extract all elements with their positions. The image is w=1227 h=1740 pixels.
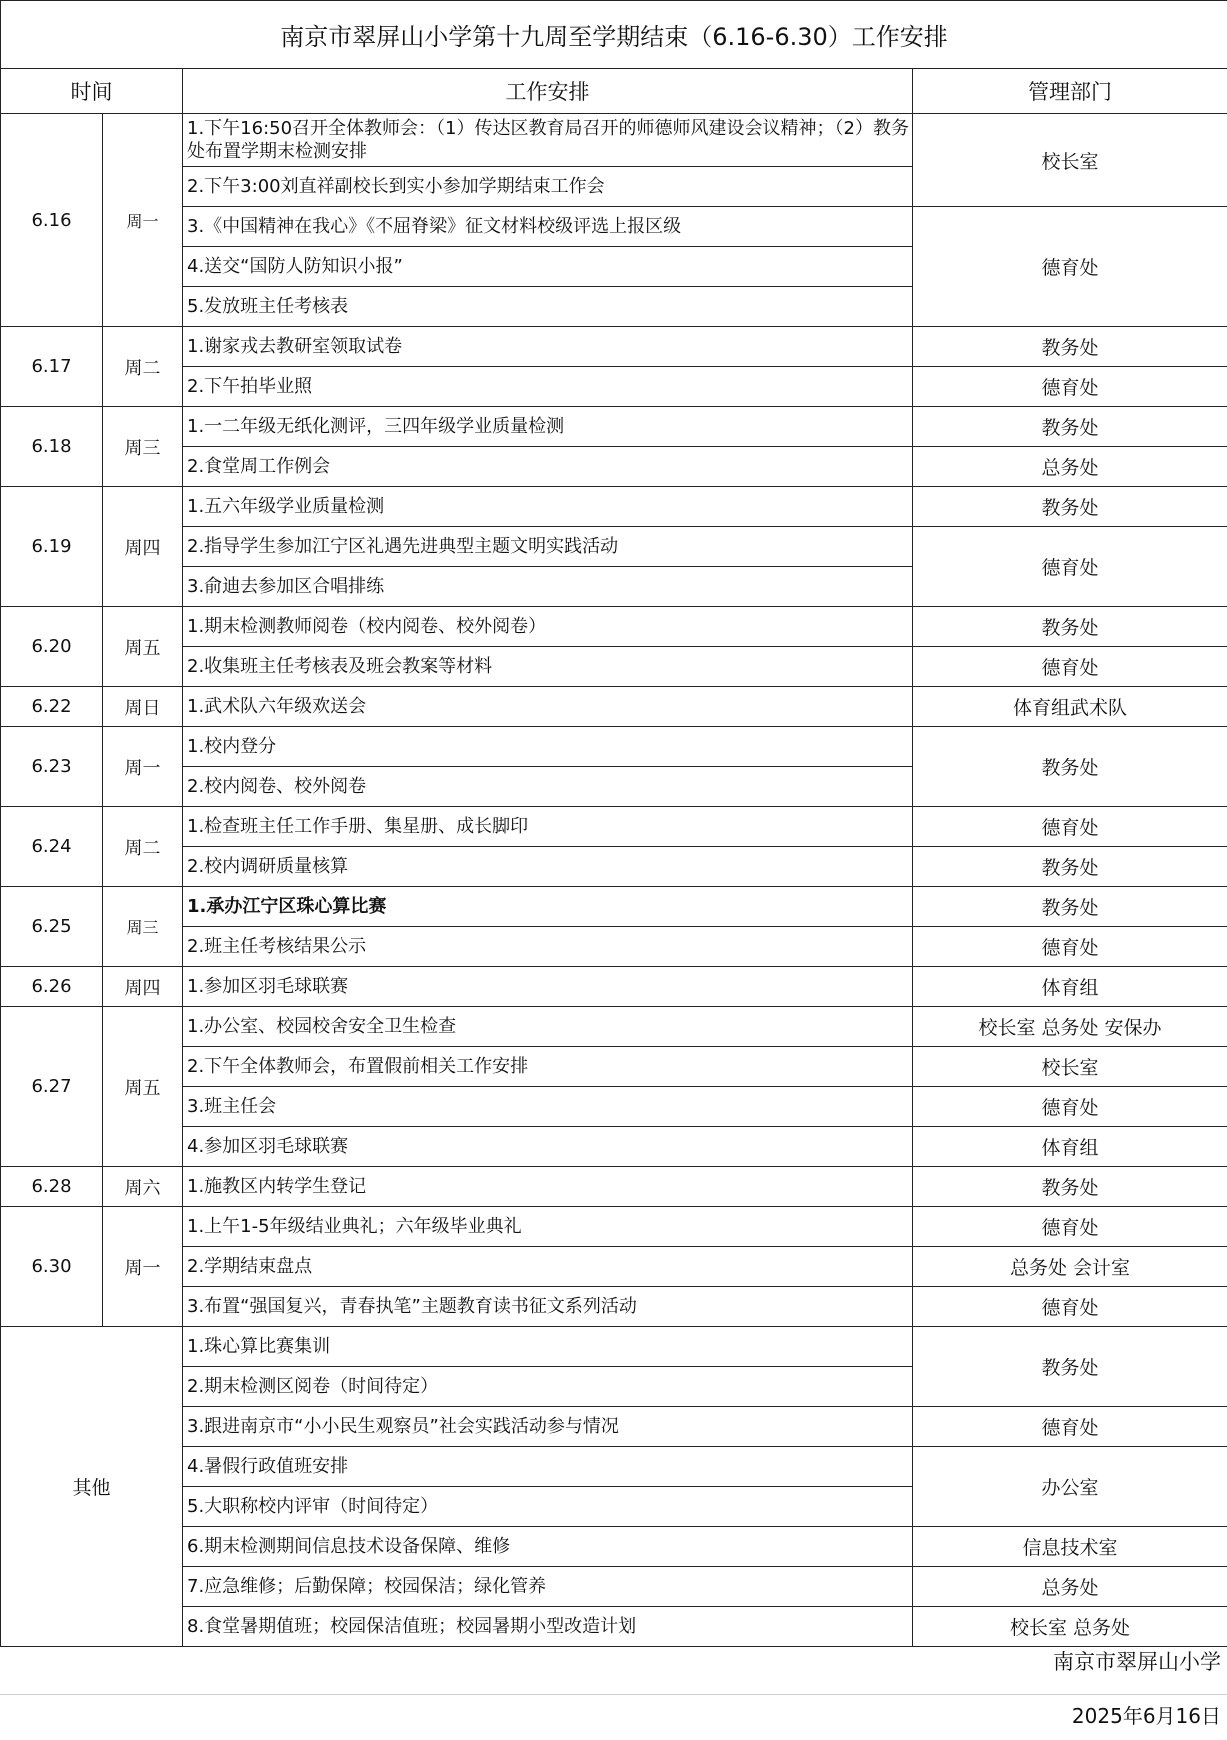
dept-cell: 德育处 bbox=[913, 1207, 1227, 1247]
dept-cell: 校长室 总务处 bbox=[913, 1607, 1227, 1647]
dept-cell: 德育处 bbox=[913, 527, 1227, 607]
dept-cell: 校长室 bbox=[913, 1047, 1227, 1087]
dept-cell: 教务处 bbox=[913, 1167, 1227, 1207]
dept-cell: 总务处 会计室 bbox=[913, 1247, 1227, 1287]
task-cell: 1.五六年级学业质量检测 bbox=[183, 487, 913, 527]
task-cell: 2.学期结束盘点 bbox=[183, 1247, 913, 1287]
task-cell: 3.班主任会 bbox=[183, 1087, 913, 1127]
task-cell: 1.武术队六年级欢送会 bbox=[183, 687, 913, 727]
weekday-cell: 周日 bbox=[103, 687, 183, 727]
task-cell: 2.期末检测区阅卷（时间待定） bbox=[183, 1367, 913, 1407]
weekday-cell: 周一 bbox=[103, 1207, 183, 1327]
header-work: 工作安排 bbox=[183, 69, 913, 114]
task-cell: 3.布置“强国复兴，青春执笔”主题教育读书征文系列活动 bbox=[183, 1287, 913, 1327]
date-cell: 6.22 bbox=[1, 687, 103, 727]
task-cell: 3.《中国精神在我心》《不屈脊梁》征文材料校级评选上报区级 bbox=[183, 207, 913, 247]
task-cell: 2.班主任考核结果公示 bbox=[183, 927, 913, 967]
task-cell: 1.参加区羽毛球联赛 bbox=[183, 967, 913, 1007]
footer-divider bbox=[0, 1694, 1227, 1695]
date-cell: 6.27 bbox=[1, 1007, 103, 1167]
weekday-cell: 周一 bbox=[103, 727, 183, 807]
task-cell: 2.食堂周工作例会 bbox=[183, 447, 913, 487]
weekday-cell: 周四 bbox=[103, 487, 183, 607]
dept-cell: 德育处 bbox=[913, 647, 1227, 687]
task-cell: 5.大职称校内评审（时间待定） bbox=[183, 1487, 913, 1527]
footer-date: 2025年6月16日 bbox=[1071, 1704, 1221, 1728]
dept-cell: 德育处 bbox=[913, 1087, 1227, 1127]
dept-cell: 校长室 bbox=[913, 114, 1227, 207]
dept-cell: 办公室 bbox=[913, 1447, 1227, 1527]
dept-cell: 体育组 bbox=[913, 967, 1227, 1007]
dept-cell: 教务处 bbox=[913, 607, 1227, 647]
task-cell: 2.收集班主任考核表及班会教案等材料 bbox=[183, 647, 913, 687]
footer-school: 南京市翠屏山小学 bbox=[1053, 1650, 1221, 1674]
weekday-cell: 周五 bbox=[103, 607, 183, 687]
task-cell: 2.校内阅卷、校外阅卷 bbox=[183, 767, 913, 807]
date-cell: 6.24 bbox=[1, 807, 103, 887]
date-cell: 6.25 bbox=[1, 887, 103, 967]
date-cell: 6.28 bbox=[1, 1167, 103, 1207]
task-cell: 2.下午3:00刘直祥副校长到实小参加学期结束工作会 bbox=[183, 167, 913, 207]
dept-cell: 总务处 bbox=[913, 447, 1227, 487]
dept-cell: 德育处 bbox=[913, 367, 1227, 407]
weekday-cell: 周一 bbox=[103, 114, 183, 327]
weekday-cell: 周二 bbox=[103, 807, 183, 887]
dept-cell: 总务处 bbox=[913, 1567, 1227, 1607]
dept-cell: 德育处 bbox=[913, 207, 1227, 327]
dept-cell: 德育处 bbox=[913, 927, 1227, 967]
header-time: 时间 bbox=[1, 69, 183, 114]
dept-cell: 教务处 bbox=[913, 487, 1227, 527]
page-title: 南京市翠屏山小学第十九周至学期结束（6.16-6.30）工作安排 bbox=[1, 1, 1227, 69]
date-cell: 6.18 bbox=[1, 407, 103, 487]
task-cell: 1.珠心算比赛集训 bbox=[183, 1327, 913, 1367]
dept-cell: 教务处 bbox=[913, 407, 1227, 447]
dept-cell: 教务处 bbox=[913, 847, 1227, 887]
task-cell: 2.校内调研质量核算 bbox=[183, 847, 913, 887]
task-cell: 1.校内登分 bbox=[183, 727, 913, 767]
dept-cell: 校长室 总务处 安保办 bbox=[913, 1007, 1227, 1047]
other-label: 其他 bbox=[1, 1327, 183, 1647]
dept-cell: 德育处 bbox=[913, 1287, 1227, 1327]
task-cell: 1.谢家戎去教研室领取试卷 bbox=[183, 327, 913, 367]
weekday-cell: 周六 bbox=[103, 1167, 183, 1207]
task-cell: 5.发放班主任考核表 bbox=[183, 287, 913, 327]
date-cell: 6.19 bbox=[1, 487, 103, 607]
task-cell: 4.暑假行政值班安排 bbox=[183, 1447, 913, 1487]
weekday-cell: 周二 bbox=[103, 327, 183, 407]
task-cell: 1.期末检测教师阅卷（校内阅卷、校外阅卷） bbox=[183, 607, 913, 647]
dept-cell: 教务处 bbox=[913, 327, 1227, 367]
task-cell: 7.应急维修；后勤保障；校园保洁；绿化管养 bbox=[183, 1567, 913, 1607]
task-cell: 1.办公室、校园校舍安全卫生检查 bbox=[183, 1007, 913, 1047]
date-cell: 6.26 bbox=[1, 967, 103, 1007]
dept-cell: 德育处 bbox=[913, 807, 1227, 847]
date-cell: 6.20 bbox=[1, 607, 103, 687]
task-cell: 3.跟进南京市“小小民生观察员”社会实践活动参与情况 bbox=[183, 1407, 913, 1447]
dept-cell: 德育处 bbox=[913, 1407, 1227, 1447]
task-cell: 4.参加区羽毛球联赛 bbox=[183, 1127, 913, 1167]
dept-cell: 教务处 bbox=[913, 887, 1227, 927]
task-cell: 6.期末检测期间信息技术设备保障、维修 bbox=[183, 1527, 913, 1567]
date-cell: 6.23 bbox=[1, 727, 103, 807]
dept-cell: 信息技术室 bbox=[913, 1527, 1227, 1567]
task-cell: 1.下午16:50召开全体教师会：（1）传达区教育局召开的师德师风建设会议精神；（2）教务处布置学期末检测安排 bbox=[183, 114, 913, 167]
weekday-cell: 周三 bbox=[103, 407, 183, 487]
date-cell: 6.30 bbox=[1, 1207, 103, 1327]
task-cell: 2.指导学生参加江宁区礼遇先进典型主题文明实践活动 bbox=[183, 527, 913, 567]
weekday-cell: 周五 bbox=[103, 1007, 183, 1167]
weekday-cell: 周三 bbox=[103, 887, 183, 967]
date-cell: 6.16 bbox=[1, 114, 103, 327]
dept-cell: 教务处 bbox=[913, 1327, 1227, 1407]
task-cell: 1.上午1-5年级结业典礼；六年级毕业典礼 bbox=[183, 1207, 913, 1247]
dept-cell: 教务处 bbox=[913, 727, 1227, 807]
header-dept: 管理部门 bbox=[913, 69, 1227, 114]
task-cell: 2.下午拍毕业照 bbox=[183, 367, 913, 407]
task-cell: 1.检查班主任工作手册、集星册、成长脚印 bbox=[183, 807, 913, 847]
task-cell: 2.下午全体教师会，布置假前相关工作安排 bbox=[183, 1047, 913, 1087]
task-cell: 3.俞迪去参加区合唱排练 bbox=[183, 567, 913, 607]
dept-cell: 体育组 bbox=[913, 1127, 1227, 1167]
date-cell: 6.17 bbox=[1, 327, 103, 407]
task-cell: 1.施教区内转学生登记 bbox=[183, 1167, 913, 1207]
task-cell: 8.食堂暑期值班；校园保洁值班；校园暑期小型改造计划 bbox=[183, 1607, 913, 1647]
task-cell: 1.承办江宁区珠心算比赛 bbox=[183, 887, 913, 927]
task-cell: 4.送交“国防人防知识小报” bbox=[183, 247, 913, 287]
task-cell: 1.一二年级无纸化测评，三四年级学业质量检测 bbox=[183, 407, 913, 447]
weekday-cell: 周四 bbox=[103, 967, 183, 1007]
dept-cell: 体育组武术队 bbox=[913, 687, 1227, 727]
